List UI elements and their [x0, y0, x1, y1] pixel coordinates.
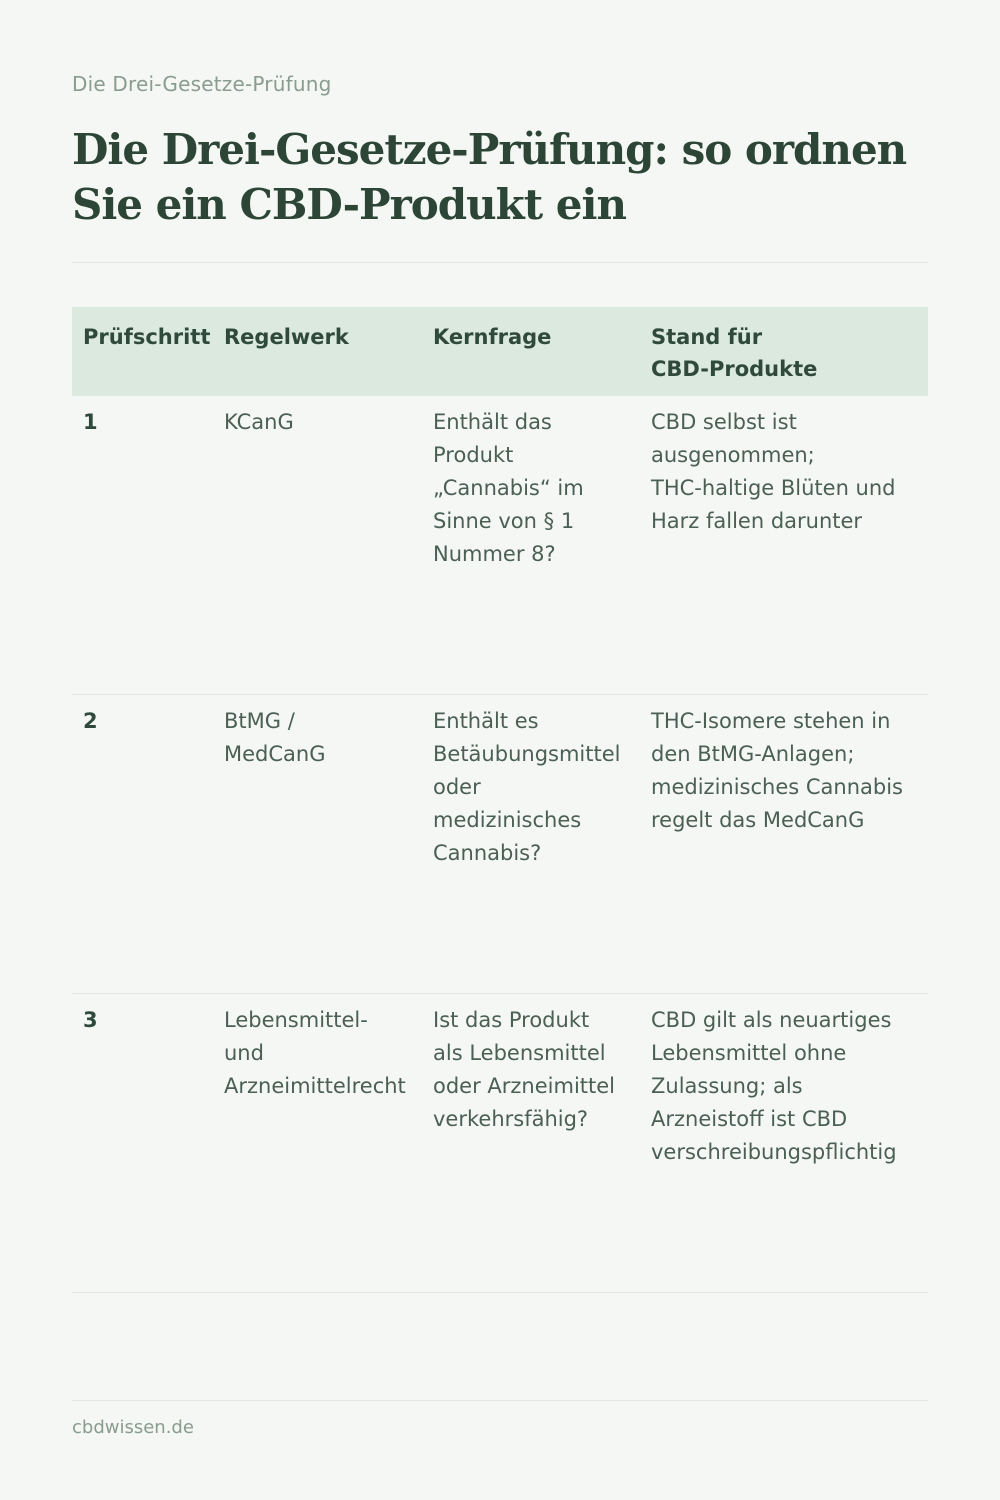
status-cell: THC-Isomere stehen in den BtMG-Anlagen; medizinisches Cannabis regelt das MedCanG	[651, 709, 903, 832]
law-cell: BtMG / MedCanG	[224, 709, 326, 766]
table-header	[72, 307, 928, 396]
status-cell: CBD gilt als neuartiges Lebensmittel ohne Zulassung; als Arzneistoff ist CBD verschreibungspflichtig	[651, 1008, 897, 1164]
table-row	[72, 994, 928, 1293]
question-cell: Ist das Produkt als Lebensmittel oder Arzneimittel verkehrsfähig?	[433, 1008, 616, 1131]
header-status: Stand für CBD-Produkte	[651, 325, 818, 381]
title-divider	[72, 262, 928, 263]
table-body	[72, 396, 928, 1293]
step-number: 1	[83, 410, 98, 434]
question-cell: Enthält das Produkt „Cannabis“ im Sinne von § 1 Nummer 8?	[433, 410, 584, 566]
eyebrow-label: Die Drei-Gesetze-Prüfung	[72, 72, 332, 96]
table-row	[72, 396, 928, 695]
header-question: Kernfrage	[433, 325, 552, 349]
header-law: Regelwerk	[224, 325, 349, 349]
law-cell: KCanG	[224, 410, 294, 434]
law-cell: Lebensmittel- und Arzneimittelrecht	[224, 1008, 406, 1098]
law-check-table	[72, 307, 928, 1293]
step-number: 3	[83, 1008, 98, 1032]
footer-divider	[72, 1400, 928, 1401]
page-title: Die Drei-Gesetze-Prüfung: so ordnen Sie ein CBD-Produkt ein	[72, 125, 907, 229]
status-cell: CBD selbst ist ausgenommen; THC-haltige Blüten und Harz fallen darunter	[651, 410, 896, 533]
question-cell: Enthält es Betäubungsmittel oder medizinisches Cannabis?	[433, 709, 621, 865]
step-number: 2	[83, 709, 98, 733]
table-row	[72, 695, 928, 994]
header-step: Prüfschritt	[83, 325, 211, 349]
footer-domain: cbdwissen.de	[72, 1417, 194, 1438]
